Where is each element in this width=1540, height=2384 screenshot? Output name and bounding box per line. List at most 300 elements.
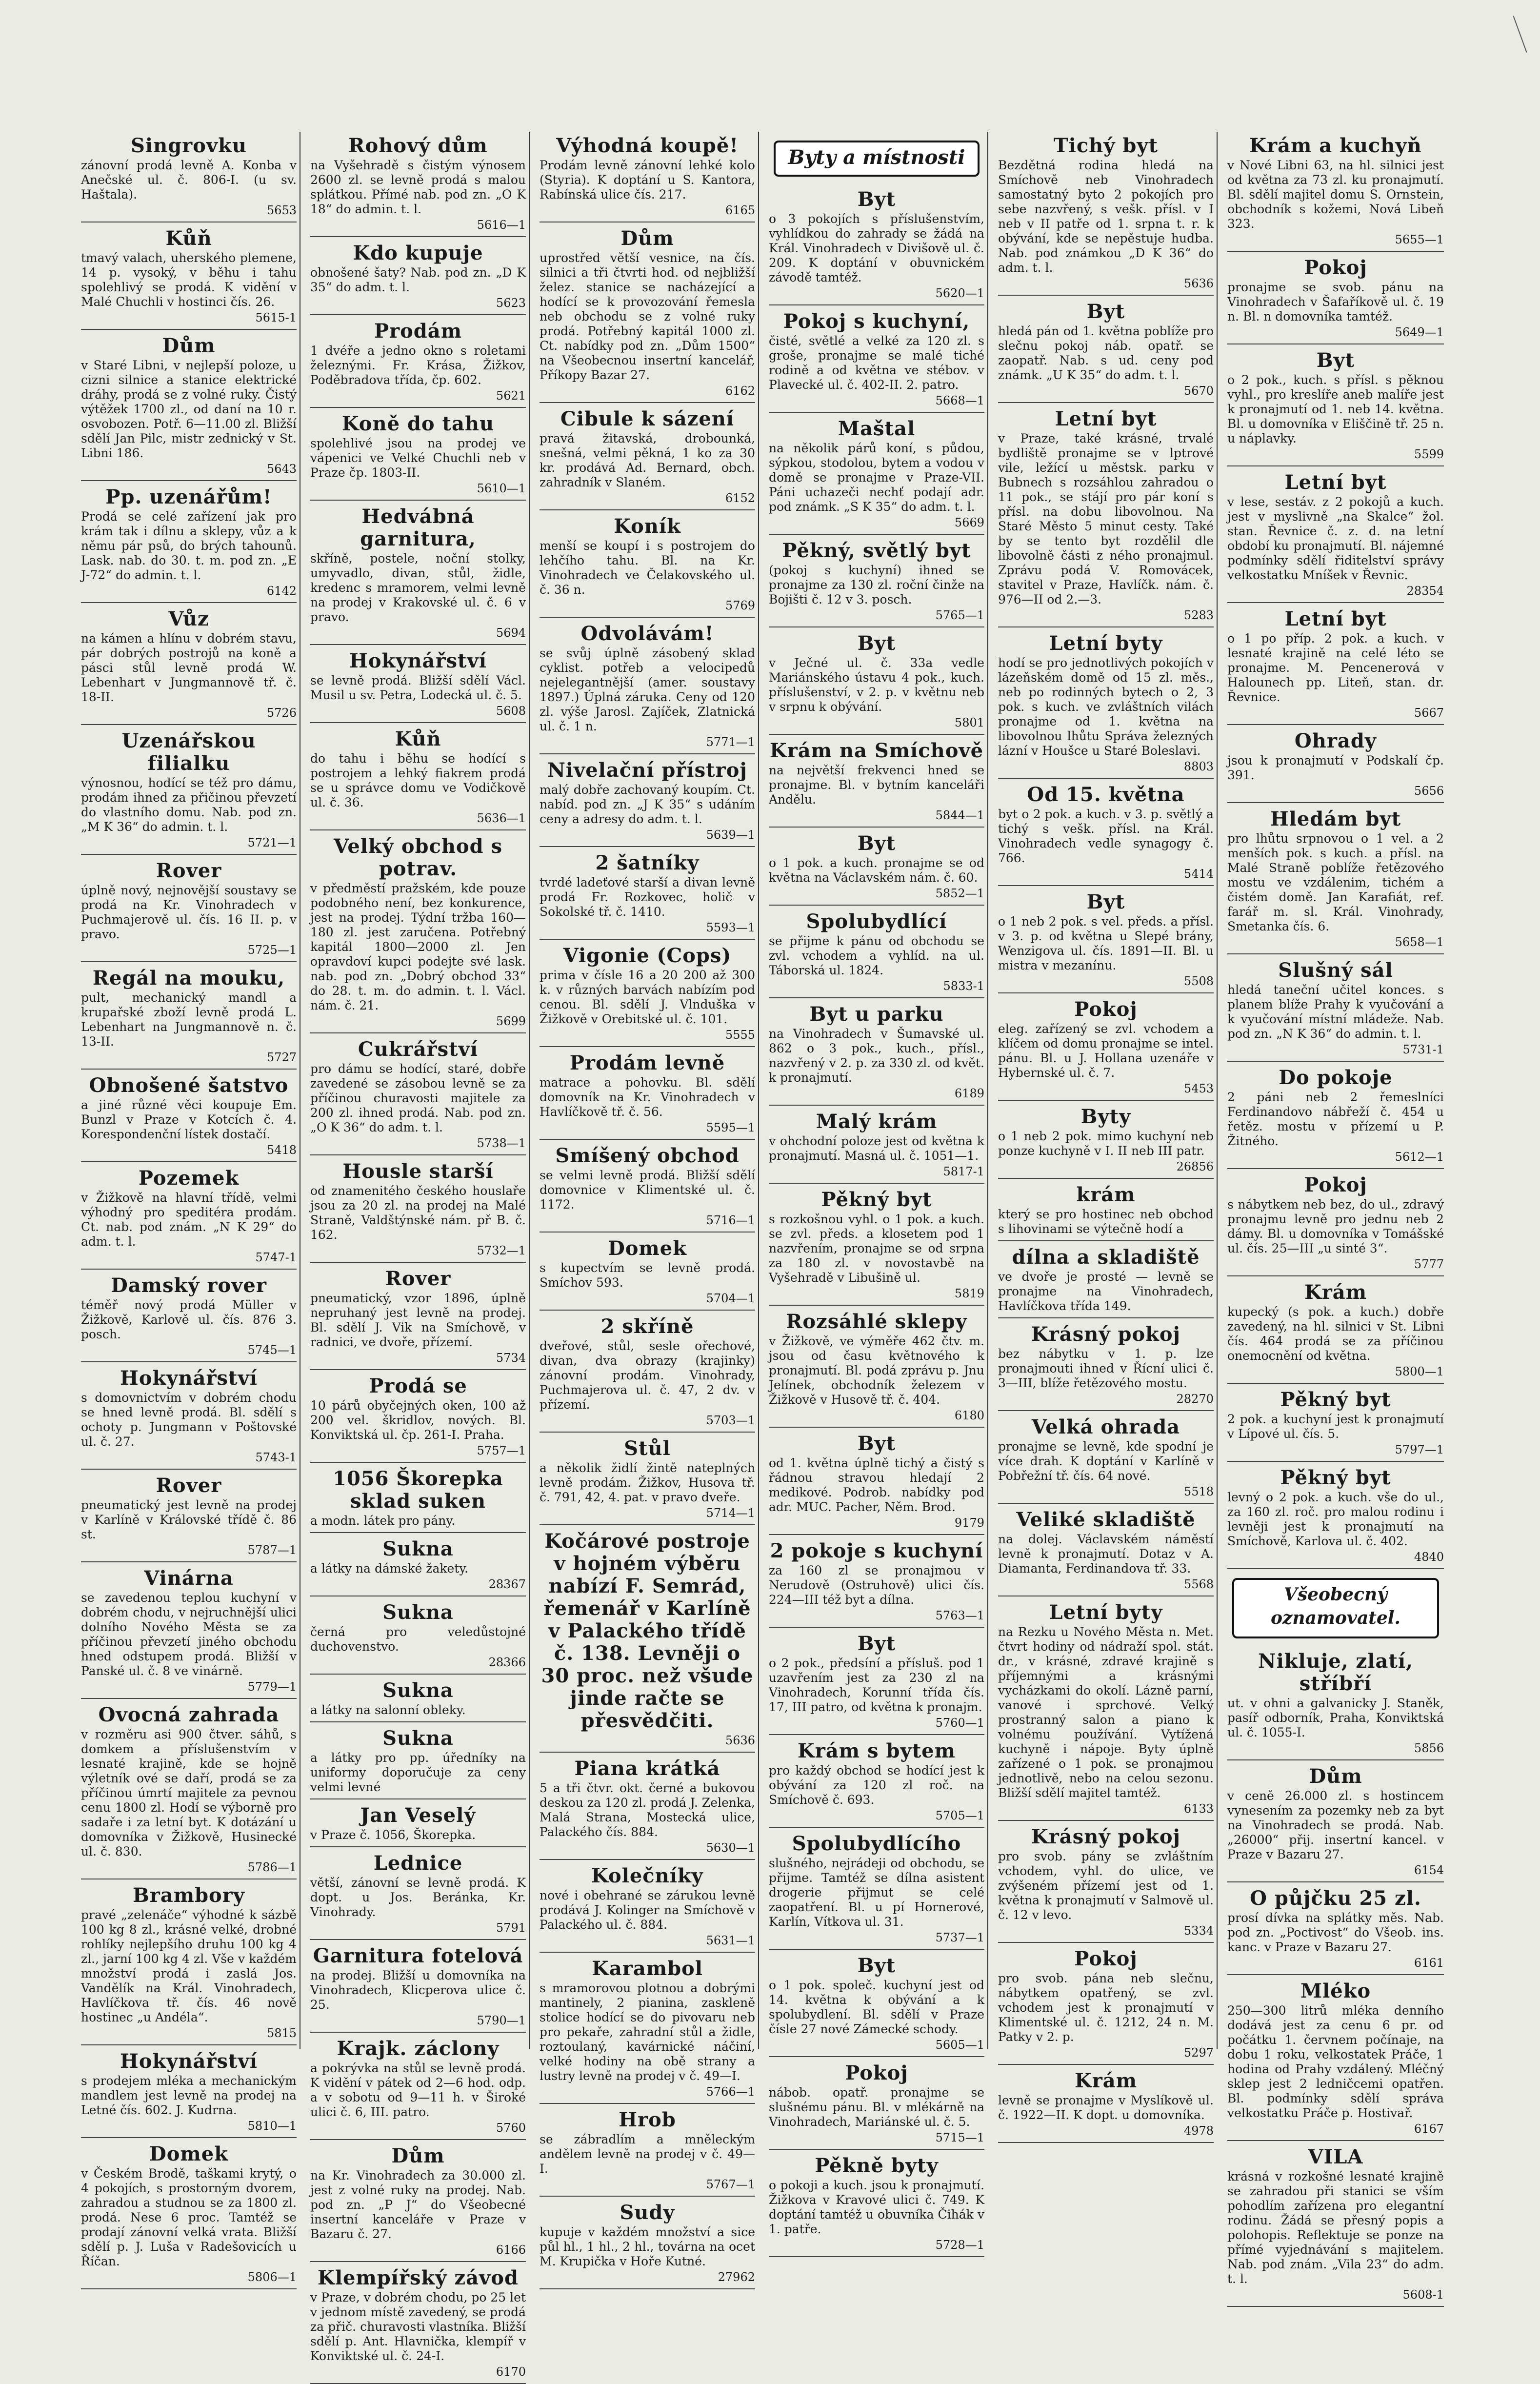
ad-title: Pěkný byt	[821, 1188, 932, 1211]
ad-title: Obnošené šatstvo	[89, 1074, 289, 1097]
ad-number: 5728—1	[935, 2238, 984, 2252]
ad-text: v Žižkově na hlavní třídě, velmi výhodný pro speditéra prodám. Ct. nab. pod znám. „N K 29“ do adm. t. l.	[81, 1191, 297, 1249]
ad-text: na kámen a hlínu v dobrém stavu, pár dobrých postrojů na koně a pásci stůl levně prodá W. Lebenhart v Jungmannově tř. č. 18-II.	[81, 631, 297, 704]
ad-title: Singrovku	[131, 134, 247, 157]
ad-number: 5777	[1414, 1257, 1444, 1271]
ad-text: obnošené šaty? Nab. pod zn. „D K 35“ do adm. t. l.	[310, 265, 526, 294]
ad-text: kupecký (s pok. a kuch.) dobře zavedený, na hl. silnici v St. Libni čís. 464 prodá se za příčinou onemocnění od května.	[1227, 1305, 1444, 1363]
ad-title: Koník	[614, 515, 681, 538]
ad-title: Regál na mouku,	[92, 967, 285, 990]
classified-ad	[81, 1071, 297, 1162]
ad-number: 5636—1	[477, 811, 526, 825]
ad-title: Pěkný byt	[1280, 1466, 1391, 1489]
ad-number: 6167	[1414, 2122, 1444, 2136]
ad-title: Sukna	[382, 1679, 454, 1702]
ad-title: Spolubydlící	[806, 910, 947, 933]
ad-number: 28270	[1176, 1392, 1214, 1406]
ad-number: 4978	[1183, 2124, 1214, 2138]
classified-ad	[310, 410, 526, 501]
ad-number: 5760—1	[935, 1716, 984, 1730]
classified-ad	[540, 1434, 755, 1525]
classified-ad	[310, 1724, 526, 1799]
ad-text: s mramorovou plotnou a dobrými mantinely, 2 pianina, zaskleně stolice hodící se do pivovaru neb pro pekaře, zahradní stůl a židle, roztoulaný, kavárnické náčiní, velké hodiny na obě strany a lustry levně na prodej v č. 49—I.	[540, 1981, 755, 2083]
ad-text: menší se koupí i s postrojem do lehčího tahu. Bl. na Kr. Vinohradech ve Čelakovského ul. č. 36 n.	[540, 539, 755, 597]
classified-ad	[769, 2152, 984, 2257]
ad-text: pronajme se svob. pánu na Vinohradech v Šafaříkově ul. č. 19 n. Bl. n domovníka tamtéž.	[1227, 280, 1444, 323]
ad-text: o 2 pok., předsíní a přísluš. pod 1 uzavřením jest za 230 zl na Vinohradech, Korunní třída čís. 17, III patro, od května k pronajm.	[769, 1656, 984, 1714]
ad-number: 5815	[266, 2026, 297, 2040]
ad-number: 5414	[1183, 867, 1214, 881]
ad-number: 5727	[266, 1051, 297, 1064]
classified-ad	[1227, 1464, 1444, 1569]
classified-ad	[540, 1049, 755, 1140]
ad-title: Pozemek	[138, 1167, 240, 1190]
ad-title: Byt	[857, 832, 896, 855]
ad-number: 5715—1	[935, 2131, 984, 2144]
ad-title: Ohrady	[1294, 729, 1377, 752]
classified-ad	[540, 1527, 755, 1753]
classified-ad	[1227, 346, 1444, 466]
classified-ad	[1227, 956, 1444, 1062]
ad-title: Pokoj	[845, 2061, 908, 2084]
ad-text: v Žižkově, ve výměře 462 čtv. m. jsou od času květnového k pronajmutí. Bl. podá zprávu p. Jnu Jelínek, obchodník železem v Žižkově v Husově tř. č. 404.	[769, 1334, 984, 1407]
ad-number: 5726	[266, 706, 297, 720]
ad-number: 5699	[496, 1014, 526, 1028]
ad-text: Prodá se celé zařízení jak pro krám tak i dílnu a sklepy, vůz a k němu pár psů, do brých tahounů. Lask. nab. do 30. t. m. pod zn. „E J-72“ do admin. t. l.	[81, 509, 297, 582]
classified-ad	[81, 964, 297, 1070]
ad-text: na Rezku u Nového Města n. Met. čtvrt hodiny od nádraží spol. stát. dr., v krásné, zdravé krajině s příjemnými a krásnými vycházkami do okolí. Lázně parní, vanové i sprchové. Velký prostranný salon a piano k volnému používání. Vytížená kuchyně i nápoje. Byty úplně zařízené o 1 pok. se pronajmou jednotlivě, nebo na celou sezonu. Bližší sdělí majitel tamtéž.	[998, 1625, 1214, 1800]
ad-number: 6166	[496, 2243, 526, 2257]
ad-text: pro lhůtu srpnovou o 1 vel. a 2 menších pok. s kuch. a přísl. na Malé Straně poblíže řetězového mostu ve vzdálenim, tichém a čistém domě. Jan Karafiát, ref. farář m. sl. Král. Vinohrady, Smetanka čís. 6.	[1227, 831, 1444, 933]
classified-ad	[769, 829, 984, 906]
ad-text: a látky pro pp. úředníky na uniformy doporučuje za ceny velmi levné	[310, 1751, 526, 1794]
ad-text: pneumatický, vzor 1896, úplně nepruhaný jest levně na prodej. Bl. sdělí J. Vik na Smíchově, v radnici, ve dvoře, přízemí.	[310, 1291, 526, 1349]
classified-ad	[81, 2047, 297, 2138]
classified-ad	[310, 1265, 526, 1370]
ad-text: pneumatický jest levně na prodej v Karlíně v Královské třídě č. 86 st.	[81, 1498, 297, 1541]
ad-title: Slušný sál	[1278, 959, 1393, 982]
ad-number: 5856	[1414, 1741, 1444, 1755]
classified-ad	[540, 132, 755, 222]
ad-number: 5631—1	[706, 1934, 755, 1947]
ad-text: malý dobře zachovaný koupím. Ct. nabíd. pod zn. „J K 35“ s udáním ceny a adresy do adm. t. l.	[540, 783, 755, 826]
ad-text: a jiné různé věci koupuje Em. Bunzl v Praze v Kotcích č. 4. Korespondenční lístek dostačí.	[81, 1098, 297, 1141]
classified-ad	[540, 2199, 755, 2289]
ad-title: 2 pokoje s kuchyní	[770, 1539, 983, 1562]
ad-text: levný o 2 pok. a kuch. vše do ul., za 160 zl. roč. pro malou rodinu i levněji jest k pronajmutí na Smíchově, Karlova ul. č. 402.	[1227, 1490, 1444, 1548]
ad-title: Rozsáhlé sklepy	[786, 1310, 967, 1333]
ad-text: skříně, postele, noční stolky, umyvadlo, divan, stůl, židle, kredenc s mramorem, velmi levně na prodej v Krakovské ul. č. 6 v pravo.	[310, 551, 526, 624]
ad-title: Byt u parku	[809, 1003, 944, 1026]
ad-text: pult, mechanický mandl a krupařské zboží levně prodá L. Lebenhart na Jungmannově n. č. 13-II.	[81, 990, 297, 1049]
ad-number: 5653	[266, 203, 297, 217]
ad-text: v Staré Libni, v nejlepší poloze, u cizni silnice a stanice elektrické dráhy, prodá se z volné ruky. Čistý výtěžek 1700 zl., od daní na 10 r. osvobozen. Potř. 6—11.00 zl. Bližší sdělí Jan Pilc, mistr zednický v St. Libni 186.	[81, 358, 297, 460]
classified-ad	[1227, 2143, 1444, 2307]
ad-text: a látky na salonní obleky.	[310, 1703, 466, 1717]
ad-text: od 1. května úplně tichý a čistý s řádnou stravou hledají 2 medikové. Podrob. nabídky pod adr. MUC. Pacher, Něm. Brod.	[769, 1456, 984, 1514]
classified-ad	[769, 1537, 984, 1628]
ad-title: Velká ohrada	[1031, 1415, 1180, 1438]
section-header-oznamovatel: Všeobecný oznamovatel.	[1232, 1578, 1439, 1638]
classified-ad	[769, 1830, 984, 1950]
ad-title: Sudy	[620, 2201, 675, 2224]
ad-number: 5655—1	[1395, 233, 1444, 246]
classified-ad	[540, 1862, 755, 1953]
ad-text: pravá žitavská, drobounká, snešná, velmi pěkná, 1 ko za 30 kr. prodává Ad. Bernard, obch. zahradník v Slaném.	[540, 431, 755, 489]
ad-title: Hokynářství	[349, 649, 487, 672]
classified-ad	[1227, 132, 1444, 252]
ad-text: eleg. zařízený se zvl. vchodem a klíčem od domu pronajme se intel. pánu. Bl. u J. Hollana uzenáře v Hybernské ul. č. 7.	[998, 1022, 1214, 1080]
ad-number: 5656	[1414, 784, 1444, 798]
classified-ad	[81, 224, 297, 330]
ad-number: 5643	[266, 462, 297, 476]
ad-title: Mléko	[1300, 1980, 1371, 2002]
ad-text: úplně nový, nejnovější soustavy se prodá na Kr. Vinohradech v Puchmajerově ul. čís. 16 II. p. v pravo.	[81, 883, 297, 941]
ad-title: Kolečníky	[591, 1864, 703, 1887]
ad-text: 5 a tři čtvr. okt. černé a bukovou deskou za 120 zl. prodá J. Zelenka, Malá Strana, Mostecká ulice, Palackého čís. 884.	[540, 1781, 755, 1839]
ad-title: Krám a kuchyň	[1249, 134, 1422, 157]
ad-title: Do pokoje	[1279, 1066, 1393, 1089]
ad-text: se přijme k pánu od obchodu se zvl. vchodem a vyhlíd. na ul. Táborská ul. 1824.	[769, 934, 984, 977]
ad-text: na Vyšehradě s čistým výnosem 2600 zl. se levně prodá s malou splátkou. Přímé nab. pod zn. „O K 18“ do admin. t. l.	[310, 158, 526, 216]
ad-number: 6142	[266, 584, 297, 598]
ad-title: Prodá se	[369, 1374, 467, 1397]
classified-ad	[1227, 1386, 1444, 1462]
classified-ad	[81, 132, 297, 222]
ad-title: Byt	[857, 188, 896, 211]
ad-number: 6165	[725, 203, 755, 217]
ad-number: 6161	[1414, 1956, 1444, 1970]
ad-number: 5760	[496, 2121, 526, 2135]
classified-ad	[81, 332, 297, 481]
ad-number: 5769	[725, 599, 755, 612]
classified-ad	[310, 832, 526, 1033]
ad-text: o 1 neb 2 pok. mimo kuchyní neb ponze kuchyně v I. II neb III patr.	[998, 1129, 1214, 1158]
ad-title: Byty	[1080, 1105, 1131, 1128]
column-4	[766, 132, 988, 2252]
ad-number: 5737—1	[935, 1931, 984, 1944]
ad-text: v Českém Brodě, taškami krytý, o 4 pokojích, s prostorným dvorem, zahradou a studnou se za 1800 zl. prodá. Nese 6 proc. Tamtéž se prodají zánovní velká vrata. Bližší sdělí p. J. Luša v Radešovicích u Říčan.	[81, 2166, 297, 2268]
classified-ad	[81, 1472, 297, 1562]
classified-ad	[769, 1000, 984, 1106]
ad-number: 5767—1	[706, 2178, 755, 2191]
ad-text: pro svob. pány se zvláštním vchodem, vyhl. do ulice, ve zvýšeném přízemí jest od 1. května k pronajmutí v Salmově ul. č. 12 v levo.	[998, 1849, 1214, 1922]
ad-number: 5743-1	[255, 1451, 297, 1464]
ad-text: matrace a pohovku. Bl. sdělí domovník na Kr. Vinohradech v Havlíčkově tř. č. 56.	[540, 1075, 755, 1119]
classified-ad	[540, 620, 755, 754]
ad-number: 5765—1	[935, 608, 984, 622]
ad-title: Cukrářství	[358, 1038, 479, 1061]
ad-title: Pokoj s kuchyní,	[783, 310, 970, 333]
ad-title: 2 skříně	[600, 1315, 694, 1338]
ad-text: Prodám levně zánovní lehké kolo (Styria). K doptání u S. Kantora, Rabínská ulice čís. 217.	[540, 158, 755, 202]
ad-text: černá pro veledůstojné duchovenstvo.	[310, 1625, 526, 1654]
ad-number: 4840	[1414, 1550, 1444, 1564]
ad-number: 5833-1	[943, 979, 984, 993]
ad-number: 5610—1	[477, 482, 526, 495]
ad-number: 5731-1	[1402, 1043, 1444, 1056]
ad-number: 5810—1	[247, 2119, 297, 2133]
ad-number: 5732—1	[477, 1244, 526, 1257]
ad-number: 5734	[496, 1351, 526, 1365]
ad-number: 5636	[725, 1734, 755, 1747]
classified-ad	[310, 239, 526, 315]
classified-ad	[1227, 605, 1444, 725]
ad-text: v ohchodní poloze jest od května k pronajmutí. Masná ul. č. 1051—1.	[769, 1134, 984, 1163]
classified-ad	[540, 1755, 755, 1860]
ad-number: 6154	[1414, 1863, 1444, 1877]
classified-ad	[81, 1701, 297, 1879]
ad-text: o 1 neb 2 pok. s vel. předs. a přísl. v 3. p. od května u Slepé brány, Wenzigova ul. čís. 1891—II. Bl. u mistra v mezanínu.	[998, 914, 1214, 972]
classified-ad	[310, 1035, 526, 1155]
ad-title: Uzenářskou filialku	[121, 729, 256, 775]
classified-ad	[1227, 468, 1444, 603]
ad-title: Velký obchod s potrav.	[333, 835, 503, 880]
ad-text: 250—300 litrů mléka denního dodává jest za cenu 6 pr. od počátku 1. červnem počínaje, na dobu 1 roku, velkostatek Práče, 1 hodina od Prahy vzdálený. Mléčný sklep jest 2 ledničcemi opatřen. Bl. podmínky sdělí správa velkostatku Práče p. Hostivař.	[1227, 2003, 1444, 2120]
ad-title: 1056 Škorepka sklad suken	[333, 1467, 503, 1513]
ad-text: na Vinohradech v Šumavské ul. 862 o 3 pok., kuch., přísl., nazvřený v 2. p. za 330 zl. od květ. k pronajmutí.	[769, 1027, 984, 1085]
ad-title: Dům	[162, 334, 216, 357]
ad-text: s prodejem mléka a mechanickým mandlem jest levně na prodej na Letné čís. 602. J. Kudrna.	[81, 2074, 297, 2117]
classified-ad	[769, 415, 984, 535]
classified-ad	[310, 503, 526, 645]
ad-number: 5621	[496, 389, 526, 403]
ad-text: se zavedenou teplou kuchyní v dobrém chodu, v nejruchnější ulici dolního Nového Města se za příčinou převzetí jiného obchodu hned odstupem prodá. Bližší v Panské ul. č. 8 ve vinárně.	[81, 1591, 297, 1678]
ad-number: 5616—1	[477, 218, 526, 232]
ad-title: Odvolávám!	[580, 622, 714, 645]
ad-title: Rohový dům	[348, 134, 488, 157]
ad-title: Krásný pokoj	[1031, 1825, 1181, 1848]
ad-title: Koně do tahu	[341, 412, 495, 435]
classified-ad	[540, 1955, 755, 2104]
classified-ad	[998, 781, 1214, 886]
ad-title: Kočárové postroje v hojném výběru nabízí F. Semrád, řemenář v Karlíně v Palackého třídě č. 138. Levněji o 30 proc. než všude jinde račte se přesvědčiti.	[541, 1530, 754, 1732]
classified-ad	[769, 1186, 984, 1306]
ad-text: (pokoj s kuchyní) ihned se pronajme za 130 zl. roční činže na Bojišti č. 12 v 3. posch.	[769, 563, 984, 606]
ad-number: 5568	[1183, 1577, 1214, 1591]
ad-text: tmavý valach, uherského plemene, 14 p. vysoký, v běhu i tahu spolehlivý se prodá. K vidění v Malé Chuchli v hostinci čís. 26.	[81, 251, 297, 309]
ad-text: o 3 pokojích s příslušenstvím, vyhlídkou do zahrady se žádá na Král. Vinohradech v Divišově ul. č. 209. K doptání v obuvnickém závodě tamtéž.	[769, 212, 984, 284]
classified-ad	[1227, 1171, 1444, 1276]
ad-number: 5649—1	[1395, 325, 1444, 339]
classified-ad	[769, 1737, 984, 1828]
ad-title: Rover	[385, 1267, 451, 1290]
ad-text: který se pro hostinec neb obchod s lihovinami se výtečně hodí a	[998, 1207, 1214, 1236]
classified-ad	[998, 1413, 1214, 1504]
ad-text: se svůj úplně zásobený sklad cyklist. potřeb a velocipedů nejelegantnější (amer. soustavy 1897.) Úplná záruka. Ceny od 120 zl. výše Jarosl. Zajíček, Zlatnická ul. č. 1 n.	[540, 646, 755, 733]
ad-text: 1 dvéře a jedno okno s roletami železnými. Fr. Krása, Žižkov, Poděbradova třída, čp. 602.	[310, 343, 526, 387]
classified-ad	[81, 605, 297, 725]
ad-text: s domovnictvím v dobrém chodu se hned levně prodá. Bl. sdělí s ochoty p. Jungmann v Poštovské ul. č. 27.	[81, 1391, 297, 1449]
ad-number: 6189	[954, 1087, 984, 1100]
classified-ad	[998, 629, 1214, 779]
ad-number: 5703—1	[706, 1414, 755, 1427]
page-corner-mark	[1513, 16, 1527, 53]
classified-ad	[310, 1801, 526, 1847]
classified-ad	[769, 185, 984, 305]
classified-ad	[769, 1952, 984, 2057]
ad-number: 5608-1	[1402, 2288, 1444, 2302]
classified-ad	[769, 2059, 984, 2150]
ad-text: v předměstí pražském, kde pouze podobného není, bez konkurence, jest na prodej. Týdní tržba 160—180 zl. jest zaručena. Potřebný kapitál 1800—2000 zl. Jen opravdoví kupci podejte své lask. nab. pod zn. „Dobrý obchod 33“ do 28. t. m. do admin. t. l. Václ. nám. č. 21.	[310, 881, 526, 1012]
ad-title: Byt	[1086, 300, 1125, 323]
ad-number: 5721—1	[247, 836, 297, 849]
classified-ad	[1227, 1278, 1444, 1384]
ad-number: 5630—1	[706, 1841, 755, 1855]
ad-title: Cibule k sázení	[560, 407, 735, 430]
ad-title: VILA	[1308, 2145, 1363, 2168]
classified-ad	[1227, 1647, 1444, 1760]
classified-ad	[1227, 254, 1444, 344]
ad-text: na největší frekvenci hned se pronajme. Bl. v bytním kanceláři Andělu.	[769, 763, 984, 807]
ad-number: 5844—1	[935, 808, 984, 822]
ad-number: 5639—1	[706, 828, 755, 842]
classified-ad	[540, 2106, 755, 2197]
classified-ad	[769, 629, 984, 735]
classified-ad	[769, 1630, 984, 1735]
ad-title: Stůl	[624, 1437, 671, 1460]
ad-text: hledá pán od 1. května poblíže pro slečnu pokoj náb. opatř. se zaopatř. Nab. s ud. ceny pod známk. „U K 35“ do adm. t. l.	[998, 324, 1214, 382]
classified-ad	[81, 1364, 297, 1470]
ad-title: Brambory	[132, 1884, 245, 1907]
ad-number: 5786—1	[247, 1860, 297, 1874]
column-2	[307, 132, 530, 2379]
classified-ad	[998, 298, 1214, 403]
ad-number: 26856	[1176, 1160, 1214, 1173]
ad-text: ve dvoře je prosté — levně se pronajme na Vinohradech, Havlíčkova třída 149.	[998, 1270, 1214, 1313]
ad-number: 9179	[954, 1516, 984, 1530]
ad-title: Sukna	[382, 1537, 454, 1560]
classified-ad	[1227, 1762, 1444, 1882]
ad-text: 10 párů obyčejných oken, 100 až 200 vel. škridlov, nových. Bl. Konviktská ul. čp. 261-I. Praha.	[310, 1398, 526, 1442]
classified-ad	[310, 2035, 526, 2140]
ad-number: 5725—1	[247, 943, 297, 957]
ad-title: Hrob	[619, 2108, 676, 2131]
ad-number: 6162	[725, 384, 755, 398]
classified-ad	[310, 725, 526, 830]
ad-number: 28366	[488, 1656, 526, 1669]
ad-title: Krásný pokoj	[1031, 1323, 1181, 1346]
column-3	[537, 132, 759, 2284]
ad-title: Byt	[857, 632, 896, 655]
ad-title: 2 šatníky	[595, 851, 700, 874]
ad-text: byt o 2 pok. a kuch. v 3. p. světlý a tichý s vešk. přísl. na Král. Vinohradech vedle synagogy č. 766.	[998, 807, 1214, 865]
ad-title: Housle starší	[342, 1160, 494, 1183]
classified-ad	[310, 317, 526, 408]
ad-text: pravé „zelenáče“ výhodné k sázbě 100 kg 8 zl., krásné velké, drobné rohlíky nejlepšího druhu 100 kg 4 zl., jarní 100 kg 4 zl. Vše v každém množství prodá i zaslá Jos. Vandělík na Král. Vinohradech, Havlíčkova tř. čís. 46 nově hostinec „u Andéla“.	[81, 1908, 297, 2024]
ad-title: dílna a skladiště	[1012, 1246, 1200, 1269]
ad-text: s rozkošnou vyhl. o 1 pok. a kuch. se zvl. předs. a klosetem pod 1 nazvřením, pronajme se od srpna za 180 zl. v novostavbě na Vyšehradě v Libušině ul.	[769, 1212, 984, 1285]
ad-title: Dům	[620, 227, 674, 250]
ad-number: 5667	[1414, 706, 1444, 720]
classified-ad	[310, 1157, 526, 1263]
ad-title: Ovocná zahrada	[98, 1703, 280, 1726]
ad-title: Vinárna	[144, 1567, 234, 1590]
ad-text: výnosnou, hodící se též pro dámu, prodám ihned za přičinou převzetí do vlastního domu. Nab. pod zn. „M K 36“ do admin. t. l.	[81, 776, 297, 834]
ad-number: 5771—1	[706, 735, 755, 749]
ad-title: Tichý byt	[1053, 134, 1159, 157]
classified-ad	[310, 647, 526, 723]
ad-text: a pokrývka na stůl se levně prodá. K vidění v pátek od 2—6 hod. odp. a v sobotu od 9—11 h. v Široké ulici č. 6, III. patro.	[310, 2061, 526, 2119]
classified-ad	[998, 1320, 1214, 1411]
classified-ad	[81, 1564, 297, 1699]
ad-text: s kupectvím se levně prodá. Smíchov 593.	[540, 1261, 755, 1290]
ad-title: Jan Veselý	[360, 1804, 476, 1827]
ad-number: 5283	[1183, 608, 1214, 622]
ad-title: Letní byt	[1284, 607, 1387, 630]
classified-ad	[540, 405, 755, 510]
ad-number: 5763—1	[935, 1609, 984, 1622]
ad-number: 5745—1	[247, 1343, 297, 1357]
ad-text: v Praze, v dobrém chodu, po 25 let v jednom místě zavedený, se prodá za přič. churavosti vlastníka. Bližší sdělí p. Ant. Hlavnička, klempíř v Konviktské ul. č. 24-I.	[310, 2290, 526, 2363]
classified-ad	[998, 1506, 1214, 1596]
classified-ad	[81, 483, 297, 603]
ad-title: Pokoj	[1074, 998, 1138, 1021]
ad-title: Kůň	[395, 727, 441, 750]
ad-number: 5806—1	[247, 2270, 297, 2284]
classified-ad	[998, 1243, 1214, 1318]
ad-title: Pokoj	[1074, 1947, 1138, 1970]
ad-title: Veliké skladiště	[1016, 1508, 1196, 1531]
ad-title: Nivelační přístroj	[547, 759, 747, 782]
ad-title: Smíšený obchod	[555, 1144, 740, 1167]
ad-text: Bezdětná rodina hledá na Smíchově neb Vinohradech samostatný byto 2 pokojích pro sebe nazvřený, s vešk. přísl. v I neb v II patře od 1. srpna t. r. k obývání, kde se nepěstuje hudba. Nab. pod známkou „D K 36“ do adm. t. l.	[998, 158, 1214, 275]
classified-ad	[769, 737, 984, 828]
ad-text: zánovní prodá levně A. Konba v Anečské ul. č. 806-I. (u sv. Haštala).	[81, 158, 297, 202]
ad-title: Byt	[1086, 890, 1125, 913]
classified-ad	[769, 307, 984, 413]
ad-number: 5801	[954, 716, 984, 729]
ad-text: 2 pok. a kuchyní jest k pronajmutí v Lípové ul. čís. 5.	[1227, 1412, 1444, 1441]
ad-title: Piana krátká	[574, 1757, 720, 1780]
ad-number: 28354	[1406, 584, 1444, 598]
ad-text: prosí dívka na splátky měs. Nab. pod zn. „Poctivost“ do Všeob. ins. kanc. v Praze v Bazaru 27.	[1227, 1911, 1444, 1954]
ad-text: větší, zánovní se levně prodá. K dopt. u Jos. Beránka, Kr. Vinohrady.	[310, 1876, 526, 1919]
ad-title: O půjčku 25 zl.	[1250, 1887, 1421, 1910]
ad-number: 5636	[1183, 277, 1214, 290]
ad-text: spolehlivé jsou na prodej ve vápenici ve Velké Chuchli neb v Praze čp. 1803-II.	[310, 436, 526, 480]
ad-number: 5593—1	[706, 921, 755, 934]
ad-text: v rozměru asi 900 čtver. sáhů, s domkem a příslušenstvím v lesnaté krajině, kde se hojně výletník ové se daří, prodá se za příčinou úmrtí majitele za pevnou cenu 1800 zl. Hodí se výborně pro sadaře i za letní byt. K dotázání u domovníka v Žižkově, Husinecké ul. č. 830.	[81, 1727, 297, 1859]
ad-number: 5623	[496, 296, 526, 310]
column-5	[995, 132, 1218, 2138]
ad-title: Pěkně byty	[815, 2154, 939, 2177]
ad-text: levně se pronajme v Myslíkově ul. č. 1922—II. K dopt. u domovníka.	[998, 2093, 1214, 2122]
ad-title: Lednice	[373, 1852, 463, 1875]
ad-number: 5605—1	[935, 2038, 984, 2052]
ad-number: 5508	[1183, 974, 1214, 988]
ad-text: pronajme se levně, kde spodní je více drah. K doptání v Karlíně v Pobřežní tř. čís. 64 nové.	[998, 1439, 1214, 1483]
ad-title: Pp. uzenářům!	[105, 485, 272, 508]
ad-number: 5669	[954, 516, 984, 529]
ad-text: na dolej. Václavském náměstí levně k pronajmutí. Dotaz v A. Diamanta, Ferdinandova tř. 33.	[998, 1532, 1214, 1576]
ad-number: 5297	[1183, 2046, 1214, 2060]
ad-text: o 1 pok. a kuch. pronajme se od května na Václavském nám. č. 60.	[769, 856, 984, 885]
ad-text: nové i obehrané se zárukou levně prodává J. Kolinger na Smíchově v Palackého ul. č. 884.	[540, 1888, 755, 1932]
ad-number: 5334	[1183, 1924, 1214, 1938]
ad-title: Domek	[149, 2142, 228, 2165]
ad-text: kupuje v každém množství a sice půl hl., 1 hl., 2 hl., továrna na ocet M. Krupička v Hoře Kutné.	[540, 2225, 755, 2268]
ad-number: 6152	[725, 491, 755, 505]
ad-title: Sukna	[382, 1727, 454, 1750]
ad-title: Byt	[857, 1432, 896, 1455]
classified-ad	[769, 908, 984, 998]
ad-text: hledá taneční učitel konces. s planem blíže Prahy k vyučování a k vyučování místní mládeže. Nab. pod zn. „N K 36“ do admin. t. l.	[1227, 983, 1444, 1041]
ad-title: Vigonie (Cops)	[563, 944, 732, 967]
classified-ad	[540, 1313, 755, 1433]
ad-text: na prodej. Bližší u domovníka na Vinohradech, Klicperova ulice č. 25.	[310, 1968, 526, 2012]
ad-title: Krám	[1304, 1281, 1367, 1304]
